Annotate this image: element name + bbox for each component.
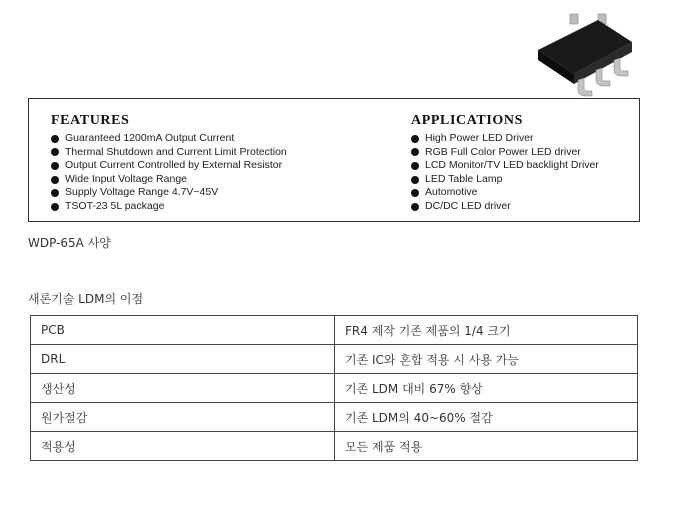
applications-item-text: High Power LED Driver	[425, 132, 534, 144]
table-cell-value: 모든 제품 적용	[335, 432, 638, 461]
features-applications-box	[28, 98, 640, 222]
table-cell-key: 원가절감	[31, 403, 335, 432]
bullet-icon	[411, 162, 419, 170]
features-item	[51, 146, 287, 160]
table-cell-value: 기존 LDM의 40~60% 절감	[335, 403, 638, 432]
table-cell-value: FR4 제작 기존 제품의 1/4 크기	[335, 316, 638, 345]
advantages-title: 새론기술 LDM의 이점	[28, 292, 144, 306]
table-cell-key: PCB	[31, 316, 335, 345]
applications-item-text: Automotive	[425, 186, 478, 199]
features-item-text: Guaranteed 1200mA Output Current	[65, 132, 235, 144]
table-cell-value: 기존 IC와 혼합 적용 시 사용 가능	[335, 345, 638, 374]
table-cell-value: 기존 LDM 대비 67% 향상	[335, 374, 638, 403]
features-item-text: Wide Input Voltage Range	[65, 172, 188, 185]
applications-item	[411, 132, 599, 146]
features-list	[51, 132, 287, 214]
features-column	[51, 113, 287, 214]
bullet-icon	[51, 176, 59, 184]
applications-list	[411, 132, 599, 214]
features-title: FEATURES	[51, 113, 130, 128]
table-cell-key: DRL	[31, 345, 335, 374]
advantages-table	[30, 315, 638, 461]
features-item	[51, 132, 287, 146]
features-item	[51, 186, 287, 200]
bullet-icon	[411, 176, 419, 184]
features-item-text: Thermal Shutdown and Current Limit Protection	[65, 145, 287, 158]
applications-item	[411, 173, 599, 187]
applications-item-text: LED Table Lamp	[425, 172, 503, 185]
applications-item-text: DC/DC LED driver	[425, 199, 511, 212]
table-row	[31, 316, 638, 345]
features-item-text: Supply Voltage Range 4.7V~45V	[65, 186, 219, 199]
table-cell-key: 적용성	[31, 432, 335, 461]
applications-item	[411, 200, 599, 214]
table-row	[31, 345, 638, 374]
features-item	[51, 173, 287, 187]
table-row	[31, 403, 638, 432]
bullet-icon	[51, 189, 59, 197]
table-row	[31, 432, 638, 461]
table-cell-key: 생산성	[31, 374, 335, 403]
features-item-text: Output Current Controlled by External Resistor	[65, 159, 283, 172]
features-item	[51, 200, 287, 214]
applications-column	[411, 113, 599, 214]
applications-item	[411, 186, 599, 200]
bullet-icon	[51, 135, 59, 143]
bullet-icon	[51, 162, 59, 170]
applications-item-text: RGB Full Color Power LED driver	[425, 145, 581, 158]
bullet-icon	[411, 203, 419, 211]
chip-package-image	[534, 12, 638, 102]
applications-title: APPLICATIONS	[411, 113, 523, 128]
features-item-text: TSOT-23 5L package	[65, 199, 165, 212]
spec-caption: WDP-65A 사양	[28, 236, 111, 250]
bullet-icon	[411, 135, 419, 143]
table-row	[31, 374, 638, 403]
bullet-icon	[51, 148, 59, 156]
applications-item	[411, 159, 599, 173]
applications-item	[411, 146, 599, 160]
bullet-icon	[51, 203, 59, 211]
bullet-icon	[411, 148, 419, 156]
applications-item-text: LCD Monitor/TV LED backlight Driver	[425, 159, 599, 172]
features-item	[51, 159, 287, 173]
bullet-icon	[411, 189, 419, 197]
